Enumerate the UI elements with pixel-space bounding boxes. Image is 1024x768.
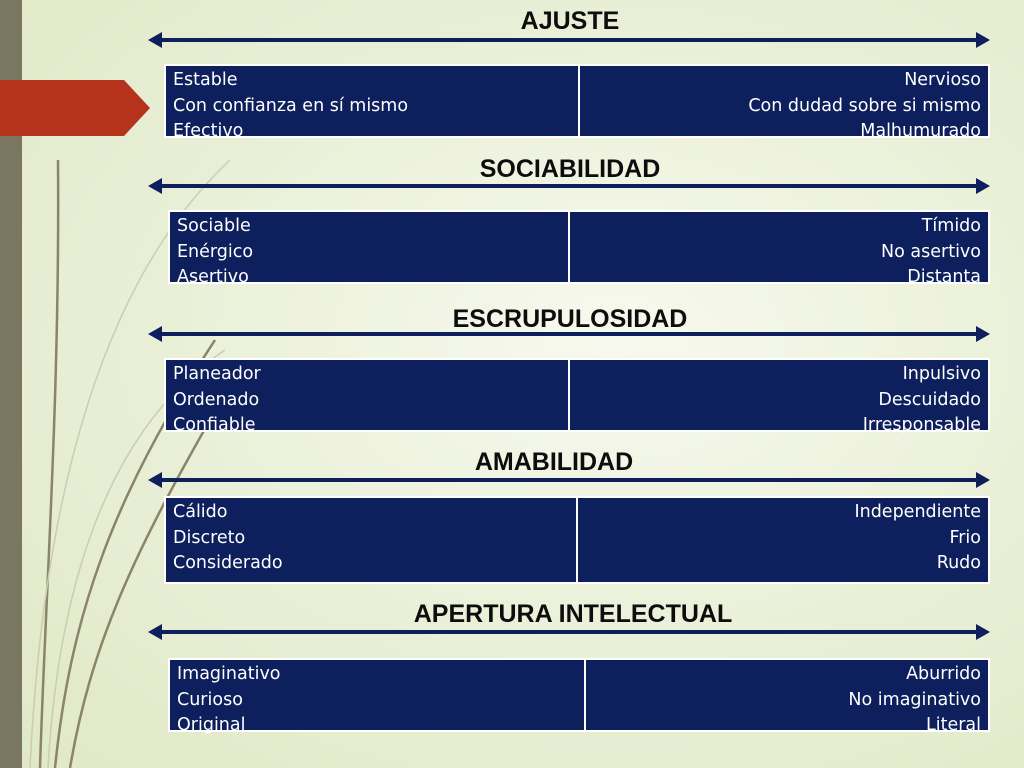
- trait-item: Ordenado: [173, 389, 260, 410]
- trait-table-apertura-intelectual: [168, 658, 990, 735]
- trait-cell-right: [570, 212, 988, 287]
- trait-item: Rudo: [936, 553, 981, 573]
- trait-item: No asertivo: [881, 241, 981, 262]
- trait-item: Efectivo: [173, 121, 244, 141]
- section-title-ajuste: AJUSTE: [520, 7, 620, 35]
- trait-item: Original: [177, 715, 246, 735]
- trait-item: Tímido: [921, 216, 981, 236]
- trait-cell-left: [170, 212, 568, 287]
- trait-item: Asertivo: [177, 267, 249, 287]
- double-arrow-escrupulosidad: [148, 326, 990, 342]
- trait-item: No imaginativo: [848, 689, 981, 710]
- trait-item: Estable: [173, 70, 238, 90]
- double-arrow-ajuste: [148, 32, 990, 48]
- trait-item: Con confianza en sí mismo: [173, 95, 409, 116]
- section-title-escrupulosidad: ESCRUPULOSIDAD: [452, 305, 688, 333]
- trait-item: Planeador: [173, 364, 261, 384]
- trait-table-escrupulosidad: [164, 358, 990, 435]
- trait-item: Discreto: [173, 527, 246, 548]
- trait-item: Nervioso: [904, 70, 981, 90]
- trait-cell-left: [166, 360, 568, 435]
- double-arrow-apertura-intelectual: [148, 624, 990, 640]
- trait-item: Curioso: [177, 689, 243, 710]
- section-title-sociabilidad: SOCIABILIDAD: [479, 155, 661, 183]
- trait-item: Frio: [949, 527, 981, 548]
- trait-item: Aburrido: [906, 664, 981, 684]
- trait-table-sociabilidad: [168, 210, 990, 287]
- section-title-apertura-intelectual: APERTURA INTELECTUAL: [413, 600, 733, 628]
- section-title-amabilidad: AMABILIDAD: [474, 448, 634, 476]
- trait-item: Independiente: [854, 502, 981, 522]
- trait-item: Descuidado: [878, 389, 981, 410]
- red-accent-tab: [0, 80, 160, 136]
- trait-item: Malhumurado: [860, 121, 981, 141]
- trait-item: Literal: [925, 715, 981, 735]
- trait-cell-left: [166, 66, 578, 141]
- trait-item: Confiable: [173, 415, 256, 435]
- trait-cell-right: [586, 660, 988, 735]
- trait-item: Cálido: [173, 502, 228, 522]
- trait-item: Imaginativo: [177, 664, 281, 684]
- trait-table-ajuste: [164, 64, 990, 141]
- trait-cell-right: [578, 498, 988, 582]
- trait-cell-left: [166, 498, 576, 582]
- trait-cell-right: [570, 360, 988, 435]
- trait-item: Considerado: [173, 553, 283, 573]
- trait-item: Enérgico: [177, 241, 254, 262]
- trait-cell-left: [170, 660, 584, 735]
- trait-item: Inpulsivo: [902, 364, 981, 384]
- trait-item: Sociable: [177, 216, 251, 236]
- trait-item: Distanta: [907, 267, 981, 287]
- double-arrow-amabilidad: [148, 472, 990, 488]
- trait-cell-right: [580, 66, 988, 141]
- trait-item: Con dudad sobre si mismo: [748, 95, 981, 116]
- trait-item: Irresponsable: [862, 415, 981, 435]
- trait-table-amabilidad: [164, 496, 990, 584]
- double-arrow-sociabilidad: [148, 178, 990, 194]
